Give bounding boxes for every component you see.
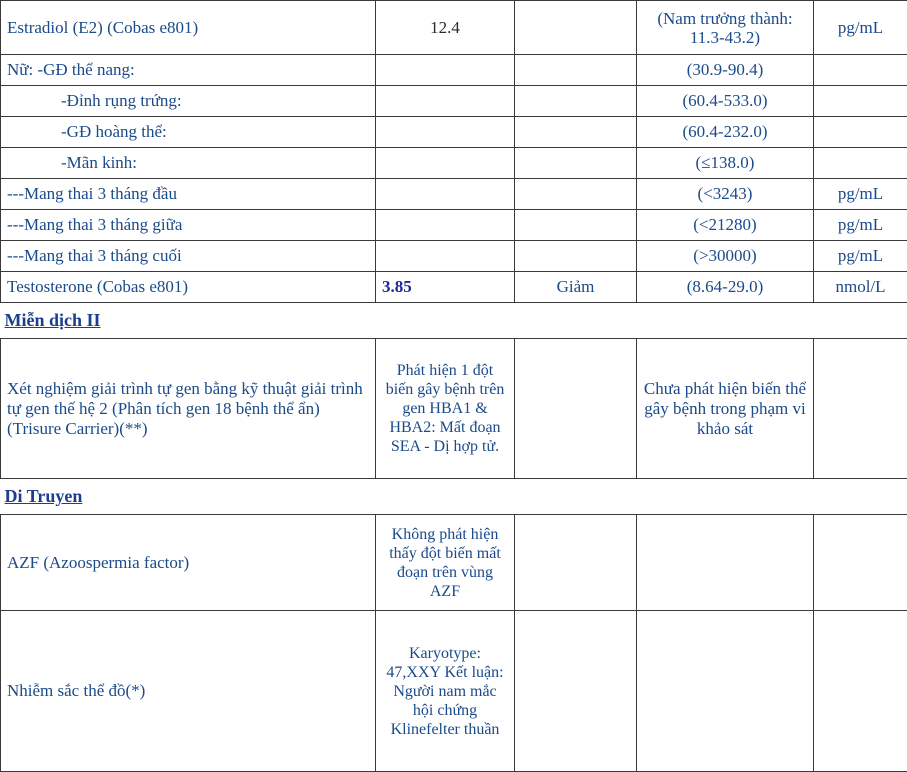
test-result (376, 86, 515, 117)
test-unit (814, 55, 907, 86)
table-row (1, 210, 907, 241)
test-name: Nữ: -GĐ thể nang: (1, 55, 376, 86)
test-name: ---Mang thai 3 tháng cuối (1, 241, 376, 272)
test-unit (814, 86, 907, 117)
table-row (1, 241, 907, 272)
test-result (376, 55, 515, 86)
test-name: -GĐ hoàng thể: (1, 117, 376, 148)
test-flag (515, 210, 637, 241)
test-name: Testosterone (Cobas e801) (1, 272, 376, 303)
test-result: 3.85 (376, 272, 515, 303)
section-row (1, 479, 907, 515)
table-row (1, 1, 907, 55)
table-row (1, 86, 907, 117)
test-reference: (8.64-29.0) (637, 272, 814, 303)
table-row (1, 611, 907, 772)
test-reference (637, 515, 814, 611)
test-result (376, 179, 515, 210)
section-row (1, 303, 907, 339)
test-name: AZF (Azoospermia factor) (1, 515, 376, 611)
test-flag (515, 86, 637, 117)
test-reference: (≤138.0) (637, 148, 814, 179)
test-name: Nhiễm sắc thể đồ(*) (1, 611, 376, 772)
test-name: Xét nghiệm giải trình tự gen bằng kỹ thuật giải trình tự gen thế hệ 2 (Phân tích gen 18 bệnh thể ẩn) (Trisure Carrier)(**) (1, 339, 376, 479)
test-flag (515, 1, 637, 55)
test-result: Không phát hiện thấy đột biến mất đoạn trên vùng AZF (376, 515, 515, 611)
test-unit: pg/mL (814, 210, 907, 241)
test-result (376, 210, 515, 241)
test-reference: (30.9-90.4) (637, 55, 814, 86)
test-name: Estradiol (E2) (Cobas e801) (1, 1, 376, 55)
test-flag (515, 241, 637, 272)
test-reference: (60.4-232.0) (637, 117, 814, 148)
test-unit (814, 148, 907, 179)
test-unit: pg/mL (814, 241, 907, 272)
test-name: -Mãn kinh: (1, 148, 376, 179)
test-reference (637, 611, 814, 772)
test-result: Phát hiện 1 đột biến gây bệnh trên gen HBA1 & HBA2: Mất đoạn SEA - Dị hợp tử. (376, 339, 515, 479)
test-reference: (60.4-533.0) (637, 86, 814, 117)
test-result: 12.4 (376, 1, 515, 55)
test-unit: nmol/L (814, 272, 907, 303)
test-flag (515, 117, 637, 148)
table-row (1, 148, 907, 179)
table-row (1, 272, 907, 303)
test-reference: (Nam trưởng thành: 11.3-43.2) (637, 1, 814, 55)
test-flag: Giảm (515, 272, 637, 303)
test-result: Karyotype: 47,XXY Kết luận: Người nam mắc hội chứng Klinefelter thuần (376, 611, 515, 772)
section-heading-genetics: Di Truyen (5, 486, 83, 506)
test-unit (814, 515, 907, 611)
test-flag (515, 339, 637, 479)
table-row (1, 179, 907, 210)
test-result (376, 117, 515, 148)
test-unit (814, 611, 907, 772)
test-reference: (>30000) (637, 241, 814, 272)
test-result (376, 148, 515, 179)
section-heading-immuno: Miễn dịch II (5, 310, 101, 330)
table-row (1, 339, 907, 479)
test-unit: pg/mL (814, 1, 907, 55)
test-name: ---Mang thai 3 tháng giữa (1, 210, 376, 241)
test-reference: (<21280) (637, 210, 814, 241)
test-flag (515, 148, 637, 179)
test-unit (814, 339, 907, 479)
test-unit (814, 117, 907, 148)
test-flag (515, 611, 637, 772)
test-unit: pg/mL (814, 179, 907, 210)
table-row (1, 117, 907, 148)
test-flag (515, 179, 637, 210)
test-flag (515, 55, 637, 86)
table-row (1, 55, 907, 86)
test-name: ---Mang thai 3 tháng đầu (1, 179, 376, 210)
table-row (1, 515, 907, 611)
test-reference: (<3243) (637, 179, 814, 210)
test-name: -Đỉnh rụng trứng: (1, 86, 376, 117)
test-reference: Chưa phát hiện biến thể gây bệnh trong phạm vi khảo sát (637, 339, 814, 479)
test-flag (515, 515, 637, 611)
test-result (376, 241, 515, 272)
